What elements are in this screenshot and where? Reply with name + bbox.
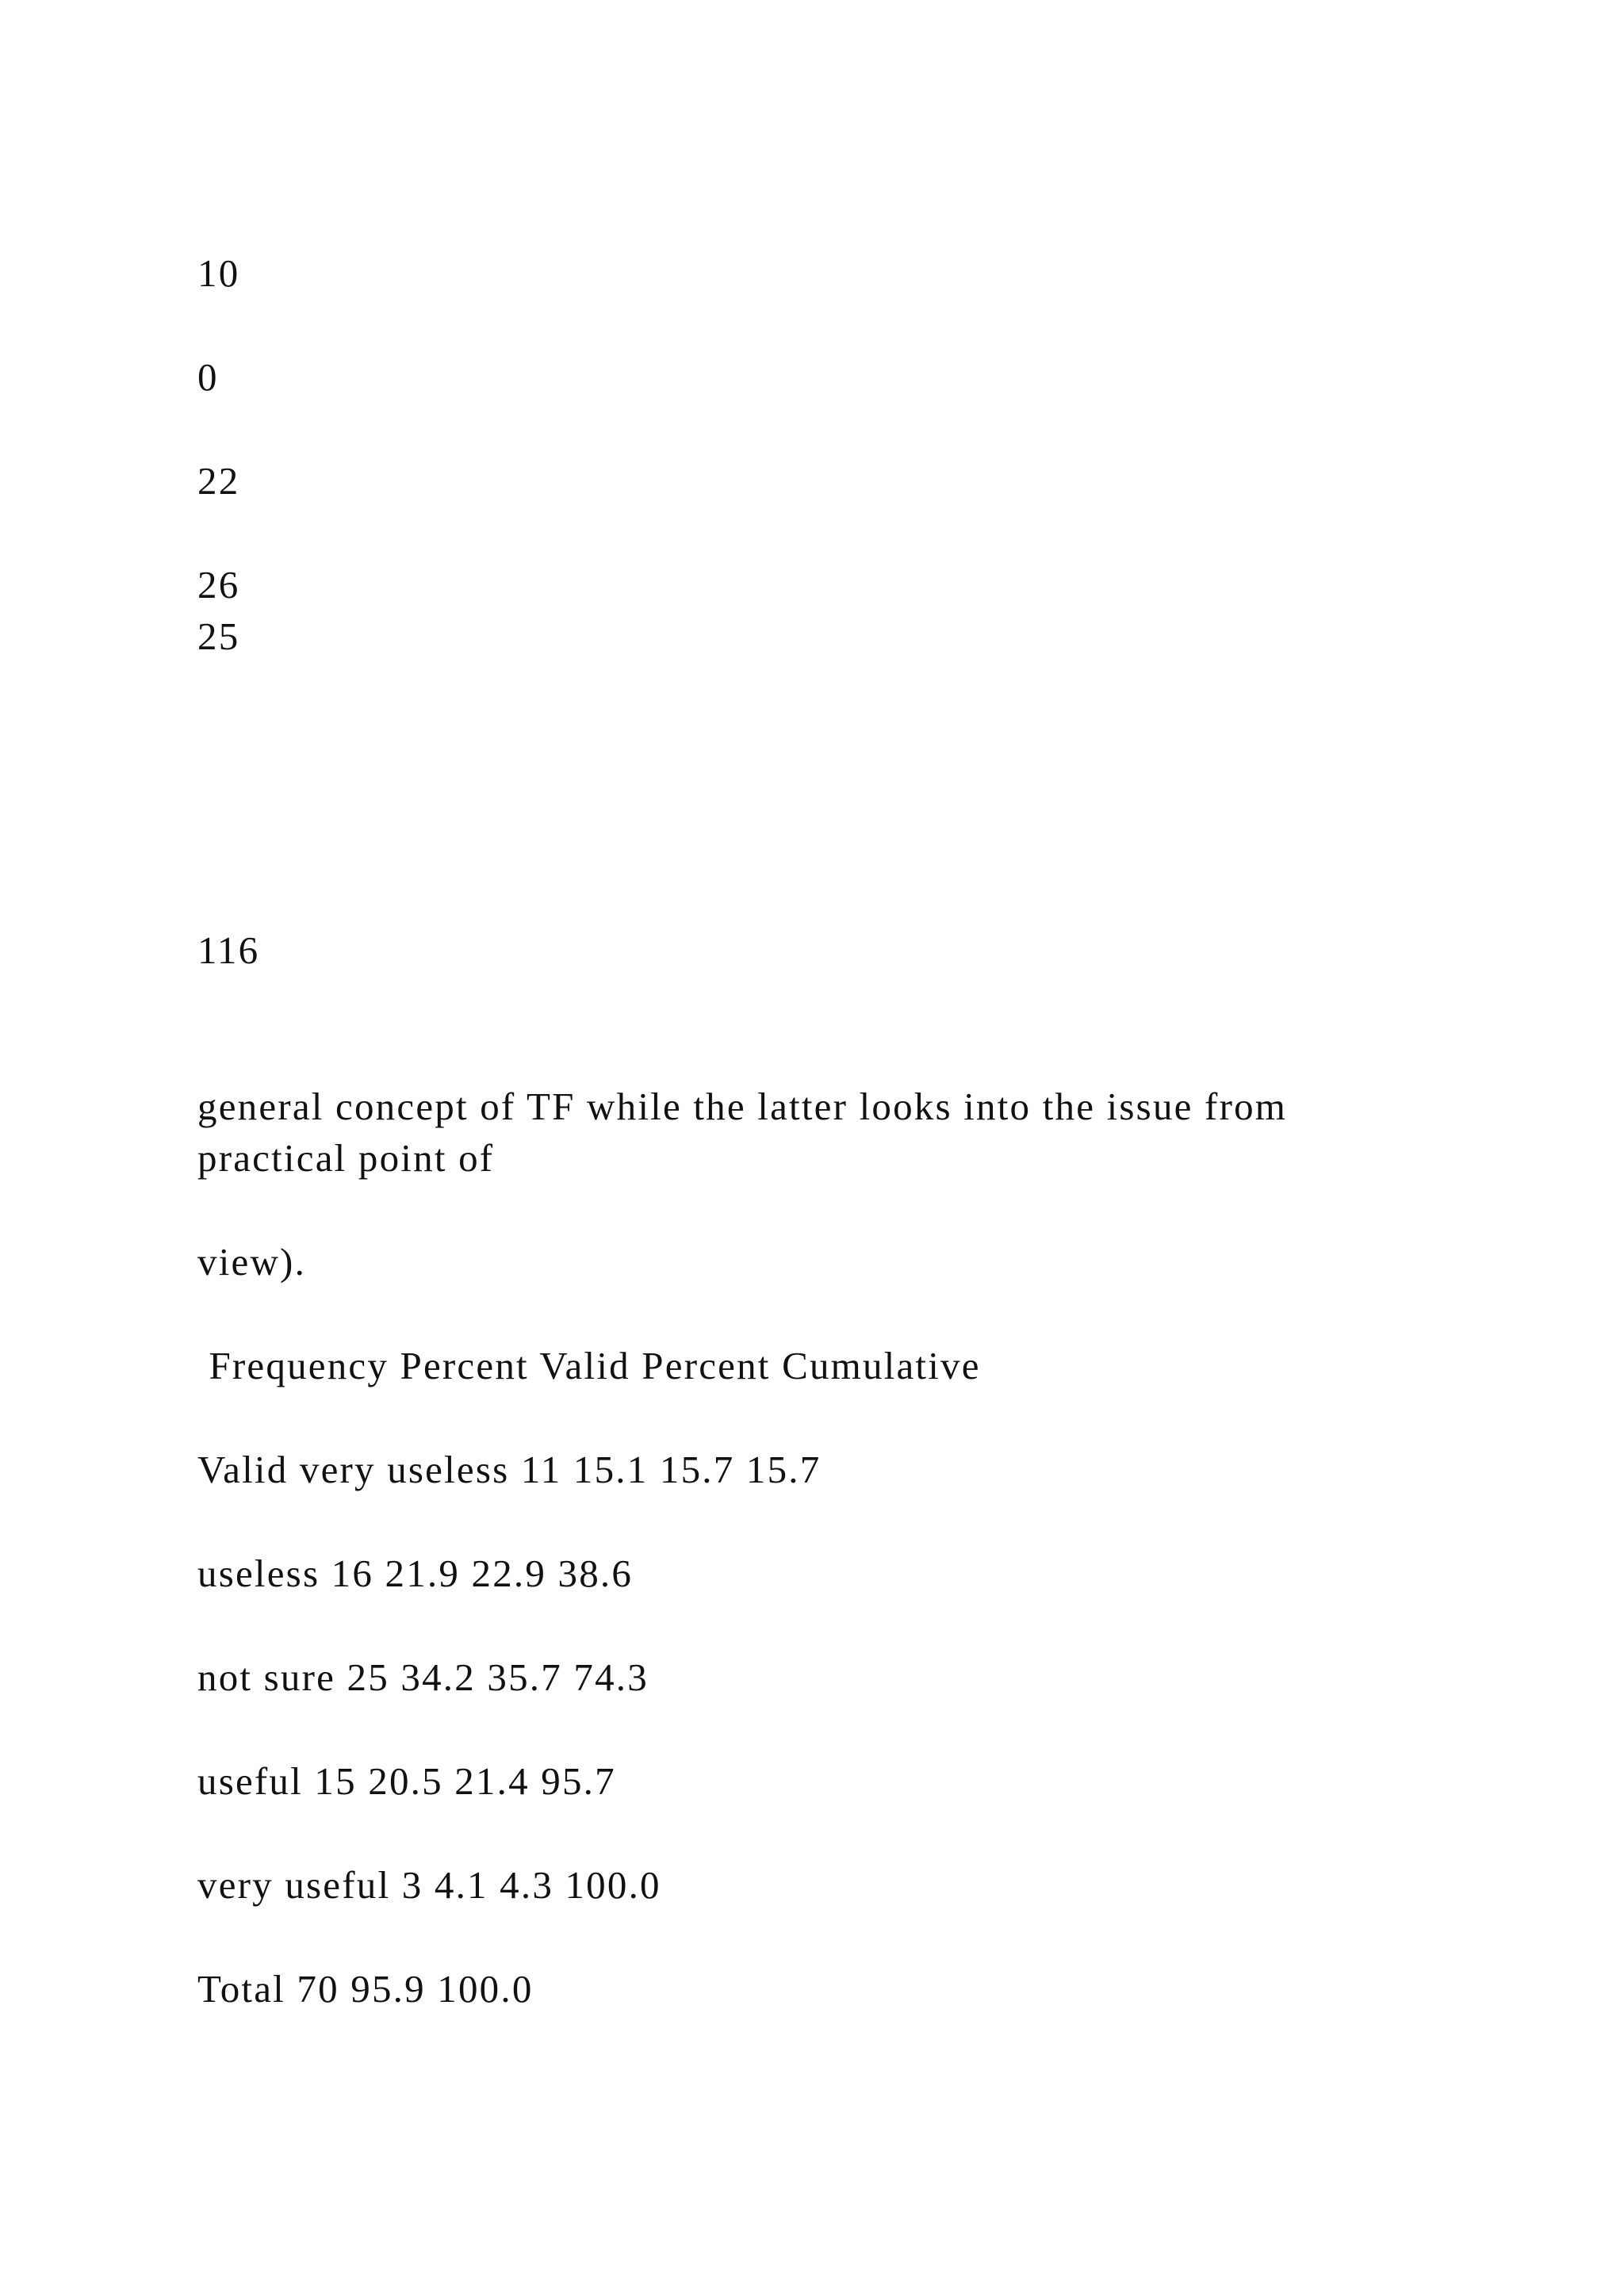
table-row: very useful 3 4.1 4.3 100.0 [197,1863,661,1907]
table-header: Frequency Percent Valid Percent Cumulative [197,1344,981,1387]
table-row: useful 15 20.5 21.4 95.7 [197,1759,616,1803]
table-row: Valid very useless 11 15.1 15.7 15.7 [197,1448,822,1491]
table-row: Total 70 95.9 100.0 [197,1967,534,2011]
paragraph-line: practical point of [197,1136,495,1180]
number-line: 22 [197,459,240,503]
number-line: 0 [197,355,219,399]
table-row: useless 16 21.9 22.9 38.6 [197,1552,634,1595]
number-line: 25 [197,614,240,658]
number-line: 26 [197,563,240,607]
number-line: 10 [197,251,240,295]
paragraph-line: general concept of TF while the latter looks into the issue from [197,1085,1288,1128]
page-number: 116 [197,928,260,972]
paragraph-line: view). [197,1240,307,1284]
table-row: not sure 25 34.2 35.7 74.3 [197,1655,649,1699]
